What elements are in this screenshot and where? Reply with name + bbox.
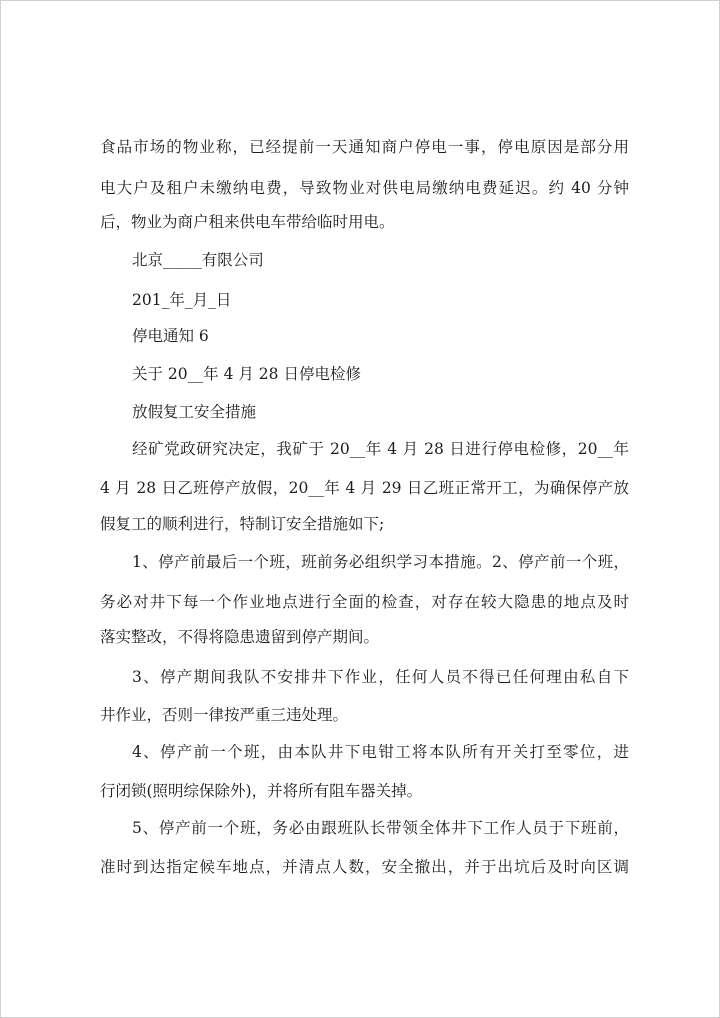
- measure-item-5: 5、停产前一个班，务必由跟班队长带领全体井下工作人员于下班前，: [132, 819, 629, 837]
- measure-item-1-2: 1、停产前最后一个班，班前务必组织学习本措施。2、停产前一个班，: [132, 553, 629, 571]
- paragraph-line: 准时到达指定候车地点，并清点人数，安全撤出，并于出坑后及时向区调: [100, 858, 629, 876]
- paragraph-line: 食品市场的物业称，已经提前一天通知商户停电一事，停电原因是部分用: [100, 138, 629, 156]
- paragraph-line: 落实整改，不得将隐患遗留到停产期间。: [100, 628, 380, 646]
- company-name: 北京_____有限公司: [132, 251, 264, 269]
- paragraph-line: 后，物业为商户租来供电车带给临时用电。: [100, 213, 395, 231]
- paragraph-line: 经矿党政研究决定，我矿于 20__年 4 月 28 日进行停电检修，20__年: [132, 440, 629, 458]
- notice-subject: 关于 20__年 4 月 28 日停电检修: [132, 365, 361, 383]
- paragraph-line: 4 月 28 日乙班停产放假，20__年 4 月 29 日乙班正常开工，为确保停产放: [100, 479, 629, 497]
- paragraph-line: 电大户及租户未缴纳电费，导致物业对供电局缴纳电费延迟。约 40 分钟: [100, 179, 629, 197]
- measure-item-4: 4、停产前一个班，由本队井下电钳工将本队所有开关打至零位，进: [132, 743, 629, 761]
- measure-item-3: 3、停产期间我队不安排井下作业，任何人员不得已任何理由私自下: [132, 668, 629, 686]
- notice-title: 停电通知 6: [132, 327, 209, 345]
- date-line: 201_年_月_日: [132, 291, 232, 309]
- paragraph-line: 井作业，否则一律按严重三违处理。: [100, 706, 349, 724]
- paragraph-line: 假复工的顺利进行，特制订安全措施如下;: [100, 515, 385, 533]
- paragraph-line: 务必对井下每一个作业地点进行全面的检查，对存在较大隐患的地点及时: [100, 593, 629, 611]
- notice-subtitle: 放假复工安全措施: [132, 403, 257, 421]
- paragraph-line: 行闭锁(照明综保除外)，并将所有阻车器关掉。: [100, 782, 423, 800]
